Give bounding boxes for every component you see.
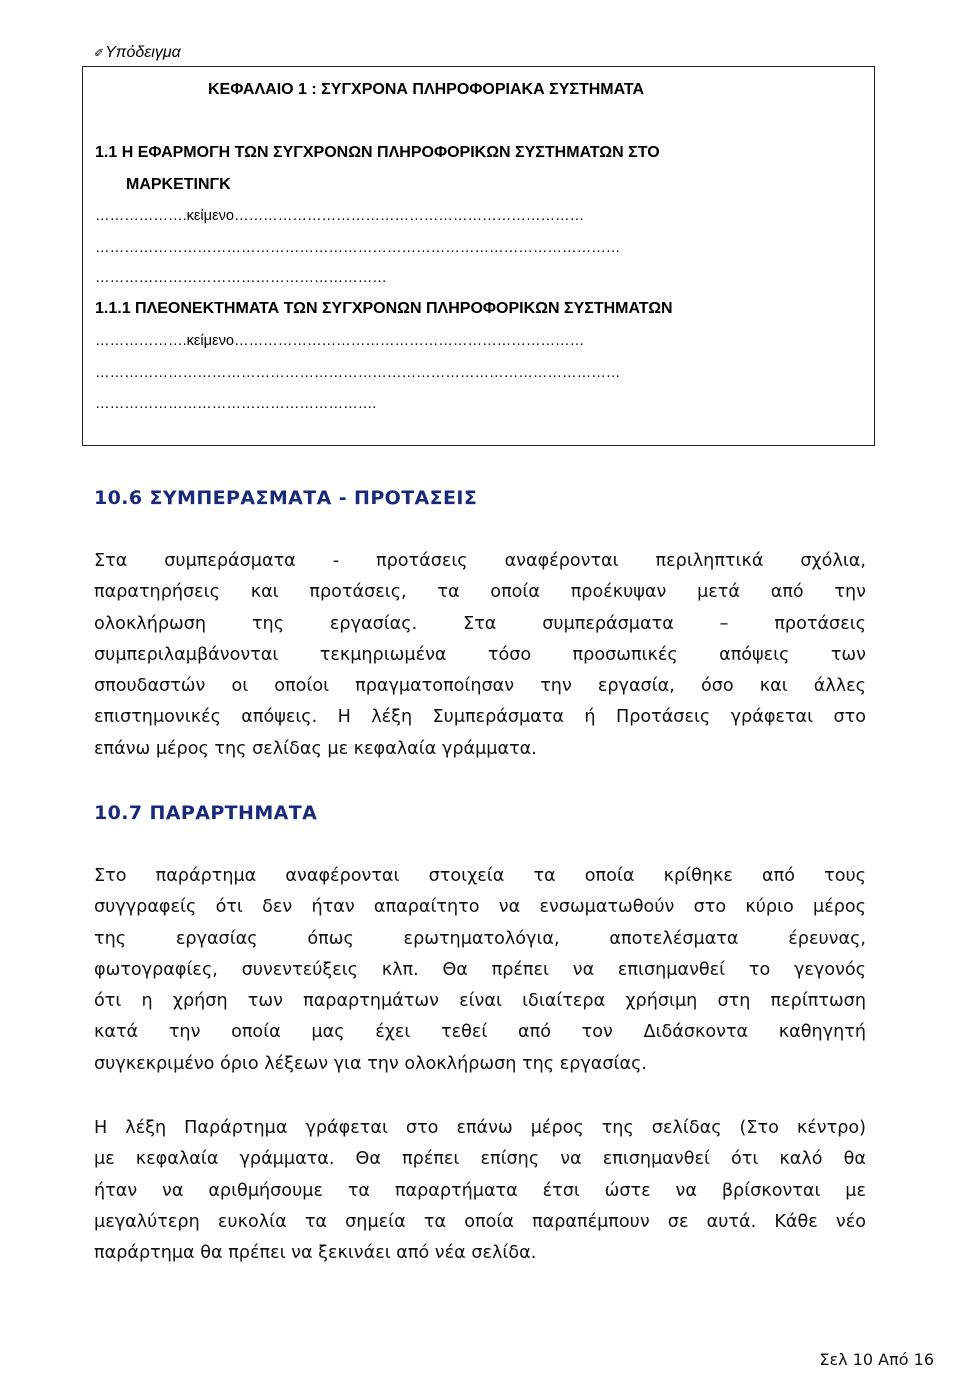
paragraph-line: συμπεριλαμβάνονται τεκμηριωμένα τόσο προσωπικές απόψεις των <box>94 644 866 665</box>
paragraph-line: μεγαλύτερη ευκολία τα σημεία τα οποία παραπέμπουν σε αυτά. Κάθε νέο <box>94 1211 866 1232</box>
example-text-line: ……………………………………………………………………………………………… <box>95 365 621 381</box>
paragraph-line: Η λέξη Παράρτημα γράφεται στο επάνω μέρος της σελίδας (Στο κέντρο) <box>94 1118 866 1138</box>
example-label <box>94 44 181 62</box>
paragraph-line: ήταν να αριθμήσουμε τα παραρτήματα έτσι ώστε να βρίσκονται με <box>94 1180 866 1201</box>
example-text-line: ……………….κείμενο……………………………………………………………… <box>95 333 585 349</box>
appendices-paragraph-2 <box>94 1113 866 1269</box>
example-text-line: ……………………………………………………………………………………………… <box>95 240 621 256</box>
example-chapter-title: ΚΕΦΑΛΑΙΟ 1 : ΣΥΓΧΡΟΝΑ ΠΛΗΡΟΦΟΡΙΑΚΑ ΣΥΣΤΗΜΑΤΑ <box>208 81 644 98</box>
example-text-line: …………………………………………………… <box>95 270 387 286</box>
example-label-text: Υπόδειγμα <box>105 44 181 61</box>
paragraph-line: επιστημονικές απόψεις. Η λέξη Συμπεράσματα ή Προτάσεις γράφεται στο <box>94 707 866 728</box>
paragraph-line: της εργασίας όπως ερωτηματολόγια, αποτελέσματα έρευνας, <box>94 928 866 949</box>
paragraph-line: συγγραφείς ότι δεν ήταν απαραίτητο να ενσωματωθούν στο κύριο μέρος <box>94 897 866 918</box>
example-subsection-title: 1.1.1 ΠΛΕΟΝΕΚΤΗΜΑΤΑ ΤΩΝ ΣΥΓΧΡΟΝΩΝ ΠΛΗΡΟΦΟΡΙΚΩΝ ΣΥΣΤΗΜΑΤΩΝ <box>95 300 673 317</box>
paragraph-line: Στα συμπεράσματα - προτάσεις αναφέρονται περιληπτικά σχόλια, <box>94 551 866 571</box>
example-section-title-line1: 1.1 Η ΕΦΑΡΜΟΓΗ ΤΩΝ ΣΥΓΧΡΟΝΩΝ ΠΛΗΡΟΦΟΡΙΚΩΝ ΣΥΣΤΗΜΑΤΩΝ ΣΤΟ <box>95 144 660 161</box>
appendices-heading: 10.7 ΠΑΡΑΡΤΗΜΑΤΑ <box>94 802 318 824</box>
example-box <box>82 66 875 446</box>
example-text-line: ……………….κείμενο……………………………………………………………… <box>95 208 585 224</box>
conclusions-heading: 10.6 ΣΥΜΠΕΡΑΣΜΑΤΑ - ΠΡΟΤΑΣΕΙΣ <box>94 487 478 509</box>
pencil-icon: ✐ <box>94 46 105 60</box>
paragraph-line: σπουδαστών οι οποίοι πραγματοποίησαν την εργασία, όσο και άλλες <box>94 676 866 697</box>
conclusions-paragraph <box>94 546 866 765</box>
paragraph-line: παρατηρήσεις και προτάσεις, τα οποία προέκυψαν μετά από την <box>94 582 866 603</box>
paragraph-line: επάνω μέρος της σελίδας με κεφαλαία γράμματα. <box>94 738 537 759</box>
paragraph-line: ότι η χρήση των παραρτημάτων είναι ιδιαίτερα χρήσιμη στη περίπτωση <box>94 991 866 1012</box>
paragraph-line: με κεφαλαία γράμματα. Θα πρέπει επίσης να επισημανθεί ότι καλό θα <box>94 1149 866 1170</box>
page-number: Σελ 10 Από 16 <box>819 1350 934 1369</box>
appendices-paragraph-1 <box>94 861 866 1080</box>
paragraph-line: κατά την οποία μας έχει τεθεί από τον Διδάσκοντα καθηγητή <box>94 1022 866 1043</box>
paragraph-line: ολοκλήρωση της εργασίας. Στα συμπεράσματα – προτάσεις <box>94 613 866 634</box>
example-section-title-line2: ΜΑΡΚΕΤΙΝΓΚ <box>126 176 231 193</box>
example-text-line: …………………………………………………. <box>95 396 377 412</box>
paragraph-line: Στο παράρτημα αναφέρονται στοιχεία τα οποία κρίθηκε από τους <box>94 866 866 886</box>
paragraph-line: παράρτημα θα πρέπει να ξεκινάει από νέα σελίδα. <box>94 1243 537 1264</box>
paragraph-line: συγκεκριμένο όριο λέξεων για την ολοκλήρωση της εργασίας. <box>94 1053 647 1074</box>
paragraph-line: φωτογραφίες, συνεντεύξεις κλπ. Θα πρέπει να επισημανθεί το γεγονός <box>94 959 866 980</box>
